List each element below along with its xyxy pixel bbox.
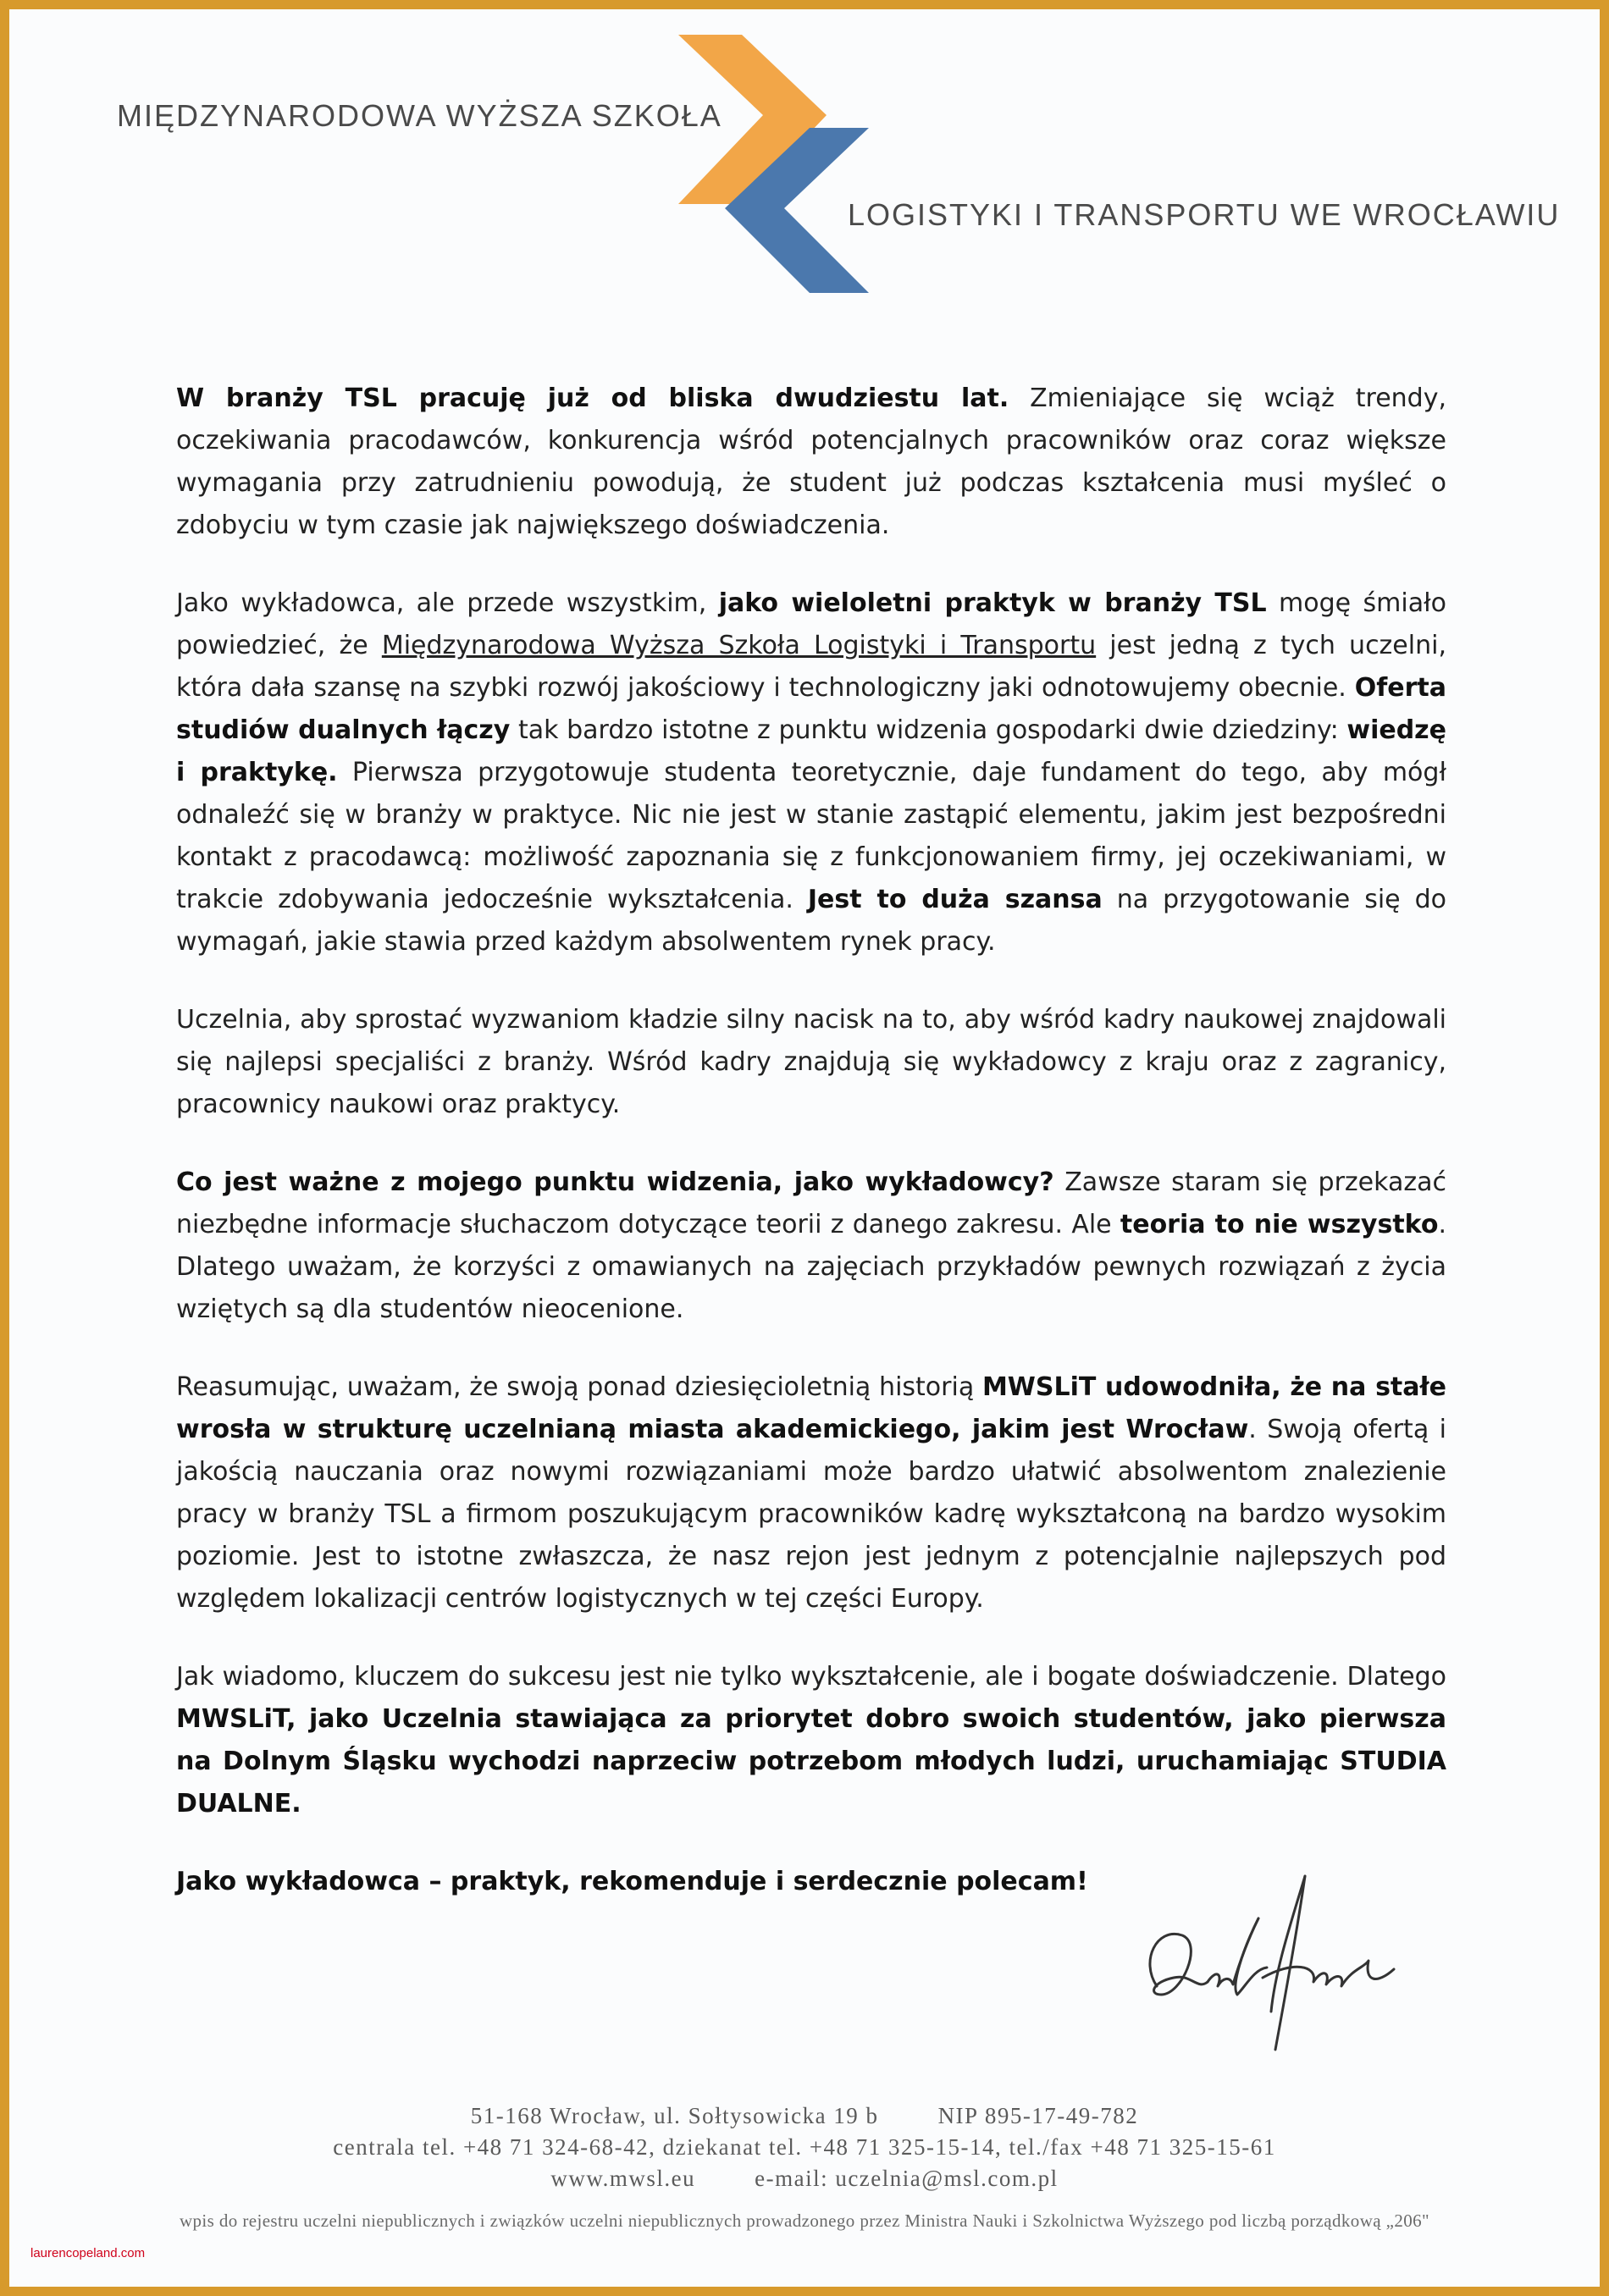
paragraph-3: Uczelnia, aby sprostać wyzwaniom kładzie silny nacisk na to, aby wśród kadry naukowej znajdowali się najlepsi specjaliści z branży. Wśród kadry znajdują się wykładowcy z kraju oraz z zagranicy, pracownicy naukowi oraz praktycy.	[176, 1005, 1446, 1119]
footer-line-web	[9, 2163, 1600, 2194]
footer-phones: centrala tel. +48 71 324-68-42, dziekanat tel. +48 71 325-15-14, tel./fax +48 71 325-15-61	[333, 2134, 1276, 2160]
school-name-line1: MIĘDZYNARODOWA WYŻSZA SZKOŁA	[117, 98, 722, 133]
paragraph-1: W branży TSL pracuję już od bliska dwudziestu lat. Zmieniające się wciąż trendy, oczekiwania pracodawców, konkurencja wśród potencjalnych pracowników oraz coraz większe wymagania przy zatrudnieniu powodują, że student już podczas kształcenia musi myśleć o zdobyciu w tym czasie jak największego doświadczenia.	[176, 384, 1446, 540]
footer-nip: NIP 895-17-49-782	[937, 2103, 1139, 2128]
handwritten-signature-icon	[1123, 1868, 1411, 2071]
footer-line-address	[9, 2100, 1600, 2132]
school-logo-chevrons-icon	[678, 35, 882, 297]
registry-note: wpis do rejestru uczelni niepublicznych i związków uczelni niepublicznych prowadzonego przez Ministra Nauki i Szkolnictwa Wyższego pod liczbą porządkową „206"	[179, 2210, 1430, 2231]
paragraph-6: Jak wiadomo, kluczem do sukcesu jest nie tylko wykształcenie, ale i bogate doświadczenie. Dlatego MWSLiT, jako Uczelnia stawiająca za priorytet dobro swoich studentów, jako pierwsza na Dolnym Śląsku wychodzi naprzeciw potrzebom młodych ludzi, uruchamiając STUDIA DUALNE.	[176, 1662, 1446, 1819]
footer-address: 51-168 Wrocław, ul. Sołtysowicka 19 b	[470, 2103, 879, 2128]
watermark-text: laurencopeland.com	[30, 2246, 146, 2260]
paragraph-2: Jako wykładowca, ale przede wszystkim, jako wieloletni praktyk w branży TSL mogę śmiało powiedzieć, że Międzynarodowa Wyższa Szkoła Logistyki i Transportu jest jedną z tych uczelni, która dała szansę na szybki rozwój jakościowy i technologiczny jaki odnotowujemy obecnie. Oferta studiów dualnych łączy tak bardzo istotne z punktu widzenia gospodarki dwie dziedziny: wiedzę i praktykę. Pierwsza przygotowuje studenta teoretycznie, daje fundament do tego, aby mógł odnaleźć się w branży w praktyce. Nic nie jest w stanie zastąpić elementu, jakim jest bezpośredni kontakt z pracodawcą: możliwość zapoznania się z funkcjonowaniem firmy, jej oczekiwaniami, w trakcie zdobywania jedocześnie wykształcenia. Jest to duża szansa na przygotowanie się do wymagań, jakie stawia przed każdym absolwentem rynek pracy.	[176, 588, 1447, 957]
footer-email-link[interactable]: e-mail: uczelnia@msl.com.pl	[755, 2166, 1059, 2191]
letter-body	[176, 378, 1446, 1939]
footer-website-link[interactable]: www.mwsl.eu	[550, 2166, 696, 2191]
school-name-link[interactable]: Międzynarodowa Wyższa Szkoła Logistyki i Transportu	[381, 631, 1097, 660]
closing-line: Jako wykładowca – praktyk, rekomenduje i serdecznie polecam!	[176, 1867, 1088, 1896]
school-name-line2: LOGISTYKI I TRANSPORTU WE WROCŁAWIU	[848, 197, 1561, 232]
paragraph-4: Co jest ważne z mojego punktu widzenia, jako wykładowcy? Zawsze staram się przekazać niezbędne informacje słuchaczom dotyczące teorii z danego zakresu. Ale teoria to nie wszystko. Dlatego uważam, że korzyści z omawianych na zajęciach przykładów pewnych rozwiązań z życia wziętych są dla studentów nieocenione.	[176, 1167, 1446, 1324]
footer-contact	[9, 2100, 1600, 2194]
paragraph-5: Reasumując, uważam, że swoją ponad dziesięcioletnią historią MWSLiT udowodniła, że na stałe wrosła w strukturę uczelnianą miasta akademickiego, jakim jest Wrocław. Swoją ofertą i jakością nauczania oraz nowymi rozwiązaniami może bardzo ułatwić absolwentom znalezienie pracy w branży TSL a firmom poszukującym pracowników kadrę wykształconą na bardzo wysokim poziomie. Jest to istotne zwłaszcza, że nasz rejon jest jednym z potencjalnie najlepszych pod względem lokalizacji centrów logistycznych w tej części Europy.	[176, 1372, 1446, 1614]
